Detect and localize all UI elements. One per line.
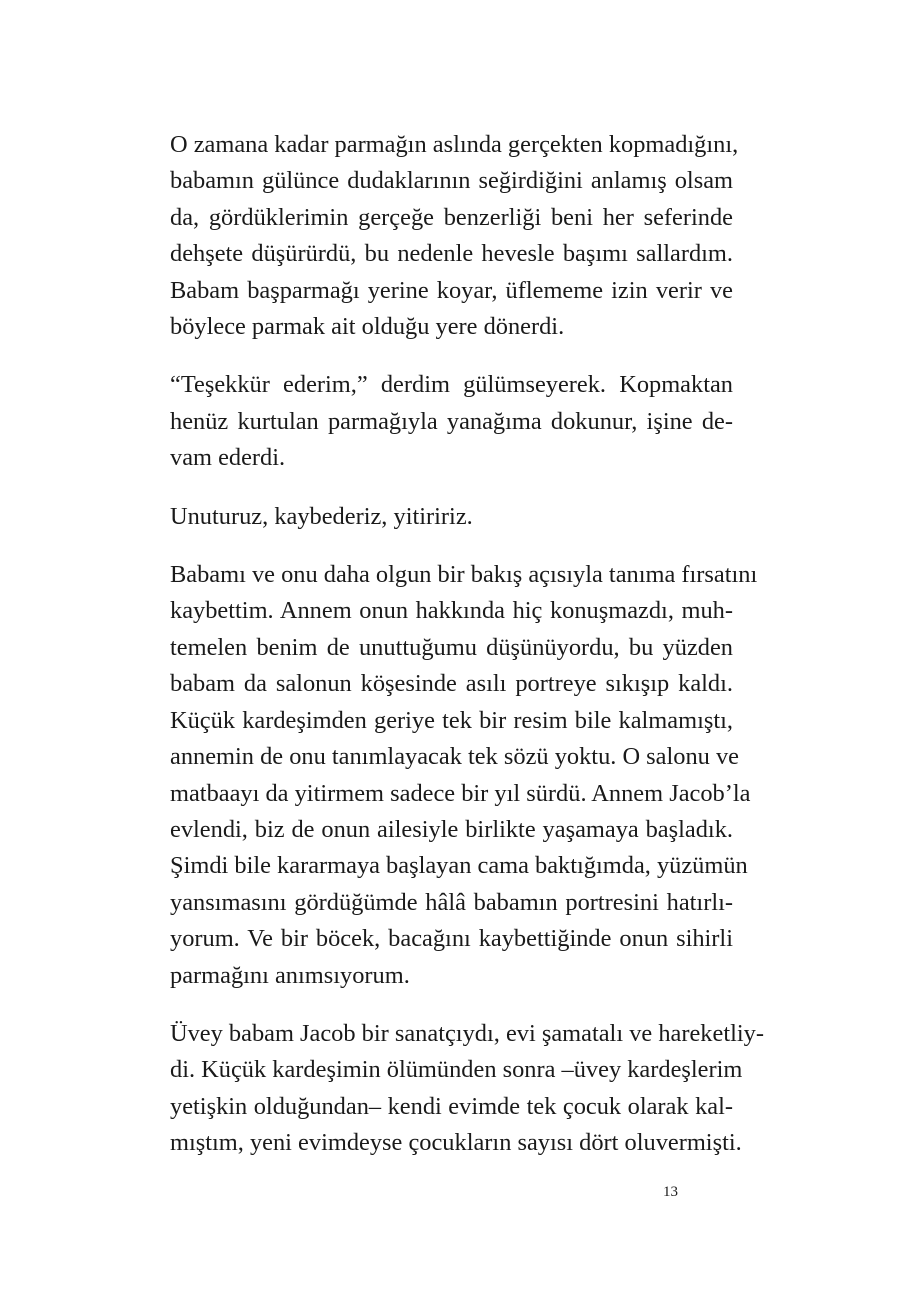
text-line: annemin de onu tanımlayacak tek sözü yoktu. O salonu ve [170, 743, 739, 771]
text-line: Babam başparmağı yerine koyar, üflememe izin verir ve [170, 276, 733, 304]
text-line: parmağını anımsıyorum. [170, 961, 410, 989]
text-line: Küçük kardeşimden geriye tek bir resim bile kalmamıştı, [170, 706, 733, 734]
text-line: mıştım, yeni evimdeyse çocukların sayısı dört oluvermişti. [170, 1129, 742, 1157]
text-line: babamın gülünce dudaklarının seğirdiğini anlamış olsam [170, 167, 733, 195]
text-line: böylece parmak ait olduğu yere dönerdi. [170, 313, 565, 341]
text-line: matbaayı da yitirmem sadece bir yıl sürdü. Annem Jacob’la [170, 779, 751, 807]
paragraph [170, 557, 758, 994]
paragraph [170, 1016, 764, 1162]
text-line: babam da salonun köşesinde asılı portreye sıkışıp kaldı. [170, 670, 733, 698]
text-line: henüz kurtulan parmağıyla yanağıma dokunur, işine de- [170, 407, 733, 435]
text-line: yansımasını gördüğümde hâlâ babamın portresini hatırlı- [170, 888, 733, 916]
text-line: Üvey babam Jacob bir sanatçıydı, evi şamatalı ve hareketliy- [170, 1019, 764, 1047]
page-number: 13 [663, 1184, 678, 1200]
text-line: yorum. Ve bir böcek, bacağını kaybettiğinde onun sihirli [170, 925, 733, 953]
text-line: O zamana kadar parmağın aslında gerçekten kopmadığını, [170, 131, 739, 158]
paragraph [170, 367, 733, 476]
text-line: kaybettim. Annem onun hakkında hiç konuşmazdı, muh- [170, 597, 733, 625]
text-line: di. Küçük kardeşimin ölümünden sonra –üvey kardeşlerim [170, 1056, 743, 1084]
paragraph [170, 499, 733, 535]
body-text [170, 127, 764, 1184]
text-line: yetişkin olduğundan– kendi evimde tek çocuk olarak kal- [170, 1092, 733, 1120]
text-line: evlendi, biz de onun ailesiyle birlikte yaşamaya başladık. [170, 815, 733, 843]
text-line: da, gördüklerimin gerçeğe benzerliği beni her seferinde [170, 203, 733, 231]
text-line: Unuturuz, kaybederiz, yitiririz. [170, 502, 473, 530]
paragraph [170, 127, 739, 345]
text-line: dehşete düşürürdü, bu nedenle hevesle başımı sallardım. [170, 240, 733, 268]
text-line: “Teşekkür ederim,” derdim gülümseyerek. Kopmaktan [170, 371, 733, 399]
text-line: Şimdi bile kararmaya başlayan cama baktığımda, yüzümün [170, 852, 748, 880]
text-line: temelen benim de unuttuğumu düşünüyordu, bu yüzden [170, 633, 733, 661]
text-line: vam ederdi. [170, 444, 286, 472]
text-line: Babamı ve onu daha olgun bir bakış açısıyla tanıma fırsatını [170, 561, 758, 589]
